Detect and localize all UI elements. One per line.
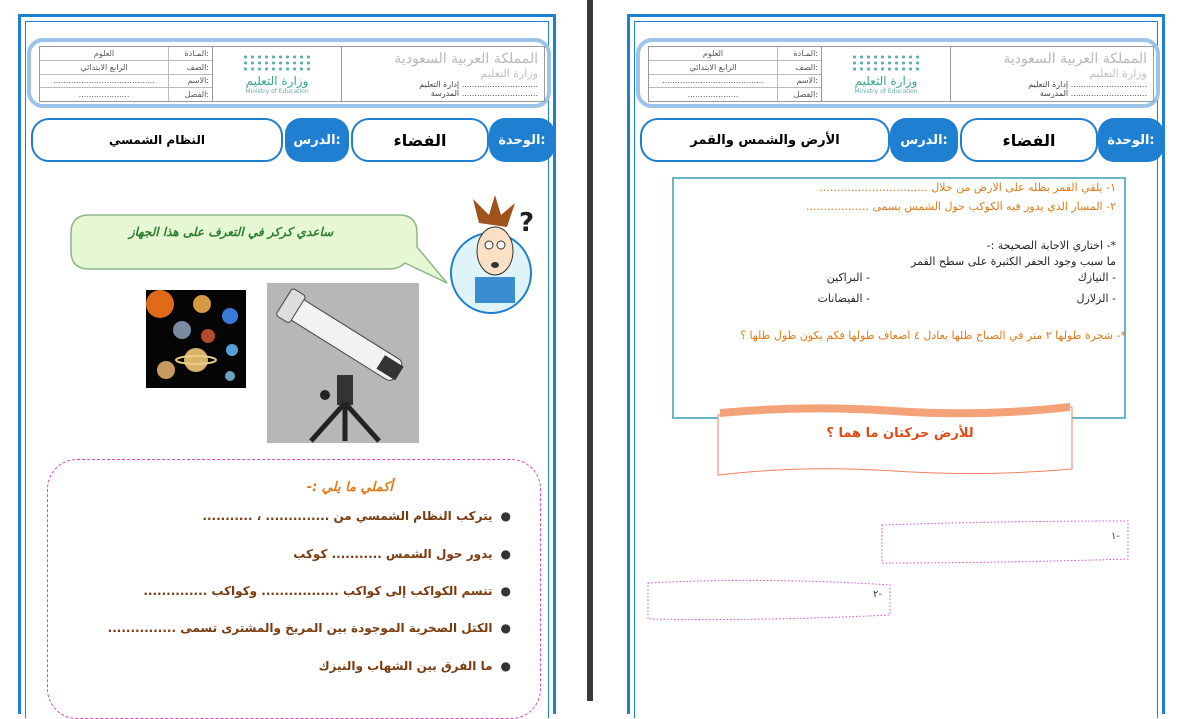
unit-label: الوحدة:	[489, 118, 555, 162]
choose-question: ما سبب وجود الحفر الكثيرة على سطح القمر	[911, 255, 1116, 268]
name-label: الاسم:	[187, 76, 209, 86]
grade-label: الصف:	[795, 62, 818, 72]
student-info-table	[40, 47, 213, 101]
speech-bubble-text: ساعدي كركر في التعرف على هذا الجهاز	[128, 225, 334, 239]
choose-title: *- اختاري الاجابة الصحيحة :-	[986, 239, 1116, 252]
option-floods: - الفيضانات	[817, 292, 870, 305]
unit-value: الفضاء	[960, 118, 1098, 162]
answer-2-label: -٢	[873, 589, 882, 600]
class-label: الفصل:	[793, 90, 818, 100]
grade-value: الرابع الابتدائي	[40, 61, 169, 74]
unit-value: الفضاء	[351, 118, 489, 162]
header-grid	[648, 46, 1154, 102]
kingdom-ministry-logo: وزارة التعليم	[480, 66, 538, 80]
svg-text:?: ?	[519, 208, 535, 238]
question-1: ١- يلقي القمر بظله على الارض من خلال ...............................	[819, 181, 1116, 194]
class-value: ....................	[649, 88, 778, 101]
name-value: ........................................	[40, 75, 169, 88]
name-value: ........................................	[649, 75, 778, 88]
class-value: ....................	[40, 88, 169, 101]
page-divider	[587, 0, 593, 701]
answer-1-label: -١	[1111, 531, 1120, 542]
kingdom-logo: المملكة العربية السعودية	[1003, 50, 1147, 67]
kingdom-logo: المملكة العربية السعودية	[394, 50, 538, 67]
option-earthquakes: - الزلازل	[1076, 292, 1116, 305]
ministry-dots-icon	[242, 54, 312, 72]
motions-banner	[714, 403, 1076, 479]
exercise-item: ●الكتل الصخرية الموجودة بين المريخ والمشترى تسمى ...............	[107, 621, 511, 635]
grade-value: الرابع الابتدائي	[649, 61, 778, 74]
ministry-name-ar: وزارة التعليم	[245, 73, 309, 88]
worksheet-left	[18, 14, 556, 714]
ministry-name-en: Ministry of Education	[245, 87, 309, 95]
ministry-dots-icon	[851, 54, 921, 72]
school-line: المدرسة ..............................	[1039, 88, 1147, 98]
thinking-boy-icon	[445, 193, 535, 321]
subject-label: المـادة:	[184, 48, 209, 58]
ministry-logo	[213, 47, 342, 101]
class-label: الفصل:	[184, 90, 209, 100]
subject-value: العلوم	[40, 47, 169, 60]
header-grid	[39, 46, 545, 102]
subject-value: العلوم	[649, 47, 778, 60]
question-2: ٢- المسار الذي يدور فيه الكوكب حول الشمس يسمى ..................	[806, 200, 1116, 213]
exercise-item: ●يدور حول الشمس ........... كوكب	[293, 547, 511, 561]
school-line: المدرسة ..............................	[430, 88, 538, 98]
option-volcanoes: - البراكين	[826, 271, 870, 284]
exercise-item: ●ما الفرق بين الشهاب والنيزك	[318, 659, 511, 673]
directorate-line: إدارة التعليم ..............................	[1028, 79, 1147, 89]
exercise-title: أكملي ما يلي :-	[306, 480, 393, 495]
worksheet-header	[636, 38, 1160, 108]
answer-1-box	[880, 519, 1130, 565]
lesson-label: الدرس:	[890, 118, 958, 162]
exercise-item: ●يتركب النظام الشمسي من .............. ، ...........	[202, 509, 511, 523]
ministry-name-ar: وزارة التعليم	[854, 73, 918, 88]
directorate-line: إدارة التعليم ..............................	[419, 79, 538, 89]
student-info-table	[649, 47, 822, 101]
motions-title: للأرض حركتان ما هما ؟	[826, 426, 974, 441]
kingdom-block	[342, 47, 544, 101]
unit-label: الوحدة:	[1098, 118, 1164, 162]
ministry-name-en: Ministry of Education	[854, 87, 918, 95]
exercise-item: ●تنسم الكواكب إلى كواكب ................. وكواكب ..............	[143, 584, 511, 598]
kingdom-ministry-logo: وزارة التعليم	[1089, 66, 1147, 80]
kingdom-block	[951, 47, 1153, 101]
name-label: الاسم:	[796, 76, 818, 86]
lesson-value: الأرض والشمس والقمر	[640, 118, 890, 162]
solar-system-image	[146, 290, 246, 388]
telescope-image	[267, 283, 419, 443]
worksheet-header	[27, 38, 551, 108]
grade-label: الصف:	[186, 62, 209, 72]
subject-label: المـادة:	[793, 48, 818, 58]
worksheet-right	[627, 14, 1165, 714]
tree-question: *- شجرة طولها ٢ متر في الصباح ظلها يعادل ٤ اضعاف طولها فكم يكون طول ظلها ؟	[740, 329, 1126, 342]
lesson-label: الدرس:	[285, 118, 349, 162]
lesson-value: النظام الشمسي	[31, 118, 283, 162]
option-meteorites: - النيازك	[1077, 271, 1116, 284]
ministry-logo	[822, 47, 951, 101]
